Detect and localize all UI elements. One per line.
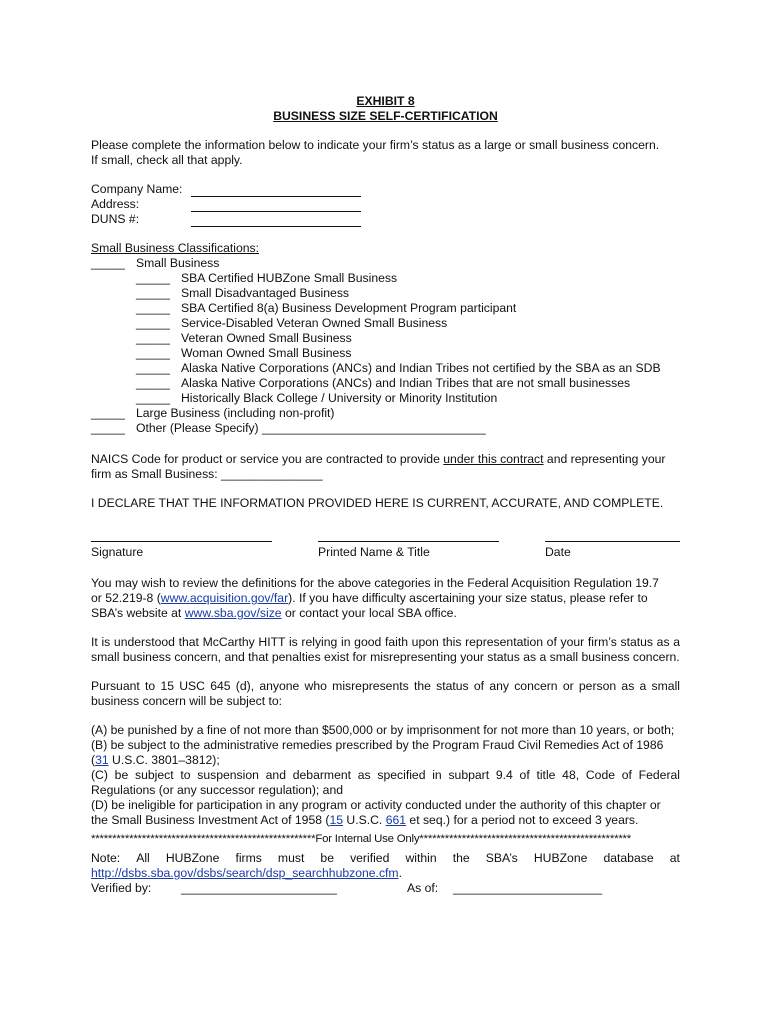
signature-block [91,541,680,560]
note-period: . [398,866,402,880]
usc-15-link[interactable]: 15 [329,813,344,827]
note-word: SBA’s [485,851,518,865]
sba-size-link[interactable]: www.sba.gov/size [184,606,282,620]
naics-line-1 [91,452,680,467]
signature-column[interactable] [91,541,272,560]
checkbox-blank[interactable]: _____ [91,406,125,420]
address-field[interactable] [91,197,680,212]
subtype-label: Woman Owned Small Business [181,346,352,360]
reliance-paragraph: It is understood that McCarthy HITT is relying in good faith upon this representation of your firm’s status as a small business concern, and that penalties exist for misrepresenting your status as a small business concern. [91,635,680,664]
review-line-2 [91,591,680,606]
document-body [91,94,680,896]
checkbox-blank[interactable]: _____ [136,316,170,330]
review-text: SBA’s website at [91,606,185,620]
small-business-subtype-item[interactable] [91,391,680,406]
subtype-label: Historically Black College / University or Minority Institution [181,391,498,405]
date-column[interactable] [545,541,680,560]
subtype-label: Alaska Native Corporations (ANCs) and Indian Tribes not certified by the SBA as an SDB [181,361,661,375]
company-name-blank[interactable] [191,184,361,197]
checkbox-blank[interactable]: _____ [136,301,170,315]
intro-line-1: Please complete the information below to indicate your firm’s status as a large or small business concern. [91,138,660,152]
note-word: within [405,851,437,865]
naics-text-end: and representing your [543,452,666,466]
company-info-fields [91,182,680,227]
penalty-a: (A) be punished by a fine of not more than $500,000 or by imprisonment for not more than 10 years, or both; [91,723,675,737]
classification-other[interactable] [91,421,680,436]
note-word: verified [350,851,390,865]
review-text: or contact your local SBA office. [281,606,457,620]
penalty-text: U.S.C. [343,813,386,827]
intro-line-2: If small, check all that apply. [91,153,243,167]
penalty-d-line-2 [91,813,680,828]
subtype-label: SBA Certified HUBZone Small Business [181,271,398,285]
small-business-subtype-item[interactable] [91,346,680,361]
small-business-subtype-item[interactable] [91,271,680,286]
note-word: Note: [91,851,121,865]
note-word: the [452,851,470,865]
hubzone-search-link[interactable]: http://dsbs.sba.gov/dsbs/search/dsp_searchhubzone.cfm [91,866,399,880]
small-business-subtype-item[interactable] [91,316,680,331]
subtype-label: Veteran Owned Small Business [181,331,352,345]
naics-text: NAICS Code for product or service you are contracted to provide [91,452,444,466]
note-line-1 [91,851,680,866]
penalty-text: U.S.C. 3801–3812); [108,753,220,767]
small-business-subtype-item[interactable] [91,301,680,316]
review-text: ). If you have difficulty ascertaining your size status, please refer to [288,591,648,605]
naics-paragraph [91,452,680,482]
checkbox-blank[interactable]: _____ [91,256,125,270]
internal-use-banner: *****************************************************For Internal Use Only************************************************** [91,833,632,845]
subtype-label: Service-Disabled Veteran Owned Small Business [181,316,448,330]
checkbox-blank[interactable]: _____ [136,331,170,345]
duns-blank[interactable] [191,214,361,227]
small-business-subtype-item[interactable] [91,331,680,346]
as-of-label: As of: [407,881,439,895]
note-word: be [320,851,334,865]
printed-name-line[interactable] [318,541,499,542]
subtype-label: SBA Certified 8(a) Business Development Program participant [181,301,517,315]
date-label: Date [545,545,571,559]
subtype-label: Small Disadvantaged Business [181,286,350,300]
naics-underlined: under this contract [443,452,544,466]
note-word: must [277,851,305,865]
penalty-b-line-1: (B) be subject to the administrative remedies prescribed by the Program Fraud Civil Remedies Act of 1986 [91,738,664,752]
pursuant-paragraph: Pursuant to 15 USC 645 (d), anyone who misrepresents the status of any concern or person as a small business concern will be subject to: [91,679,680,708]
duns-label: DUNS #: [91,212,140,226]
date-line[interactable] [545,541,680,542]
verification-row [91,881,680,896]
note-word: database [603,851,654,865]
note-word: firms [235,851,262,865]
checkbox-blank[interactable]: _____ [136,271,170,285]
usc-31-link[interactable]: 31 [95,753,109,767]
usc-661-link[interactable]: 661 [385,813,407,827]
penalty-b-line-2 [91,753,680,768]
review-line-3 [91,606,680,621]
note-word: HUBZone [533,851,588,865]
note-word: at [669,851,680,865]
subtype-label: Alaska Native Corporations (ANCs) and Indian Tribes that are not small businesses [181,376,631,390]
checkbox-blank[interactable]: _____ [91,421,125,435]
small-business-subtype-item[interactable] [91,376,680,391]
signature-label: Signature [91,545,144,559]
declaration: I DECLARE THAT THE INFORMATION PROVIDED HERE IS CURRENT, ACCURATE, AND COMPLETE. [91,496,664,510]
note-line-2 [91,866,680,881]
note-word: All [136,851,150,865]
classification-label: Small Business [136,256,220,270]
exhibit-number: EXHIBIT 8 [356,94,415,108]
review-text: or 52.219-8 ( [91,591,161,605]
note-word: HUBZone [165,851,220,865]
classification-small-business[interactable] [91,256,680,271]
penalty-text: ( [91,753,96,767]
classification-large-business[interactable] [91,406,680,421]
classifications-heading: Small Business Classifications: [91,241,259,255]
classification-label: Other (Please Specify) _________________________________ [136,421,486,435]
penalty-text: the Small Business Investment Act of 1958 ( [91,813,330,827]
as-of-blank[interactable]: ______________________ [453,881,603,895]
printed-name-column[interactable] [318,541,499,560]
small-business-subtypes [91,271,680,406]
penalty-text: et seq.) for a period not to exceed 3 years. [406,813,639,827]
checkbox-blank[interactable]: _____ [136,376,170,390]
small-business-subtype-item[interactable] [91,286,680,301]
checkbox-blank[interactable]: _____ [136,346,170,360]
document-header [91,94,680,124]
review-paragraph [91,576,680,621]
checkbox-blank[interactable]: _____ [136,361,170,375]
company-name-label: Company Name: [91,182,183,196]
checkbox-blank[interactable]: _____ [136,286,170,300]
classifications-section [91,241,680,436]
address-blank[interactable] [191,199,361,212]
company-name-field[interactable] [91,182,680,197]
address-label: Address: [91,197,140,211]
penalty-d-line-1: (D) be ineligible for participation in any program or activity conducted under the authority of this chapter or [91,798,661,812]
printed-name-label: Printed Name & Title [318,545,430,559]
document-title: BUSINESS SIZE SELF-CERTIFICATION [273,109,498,123]
signature-line[interactable] [91,541,272,542]
checkbox-blank[interactable]: _____ [136,391,170,405]
small-business-subtype-item[interactable] [91,361,680,376]
penalty-c: (C) be subject to suspension and debarment as specified in subpart 9.4 of title 48, Code of Federal Regulations (or any successor regulation); and [91,768,680,797]
review-line-1: You may wish to review the definitions for the above categories in the Federal Acquisition Regulation 19.7 [91,576,659,590]
far-link[interactable]: www.acquisition.gov/far [160,591,289,605]
classification-label: Large Business (including non-profit) [136,406,335,420]
penalties-list [91,723,680,828]
note-block [91,851,680,881]
intro-paragraph [91,138,680,168]
naics-line-2: firm as Small Business: _______________ [91,467,323,481]
verified-by-blank[interactable]: _______________________ [181,881,337,895]
verified-by-label: Verified by: [91,881,152,895]
duns-field[interactable] [91,212,680,227]
